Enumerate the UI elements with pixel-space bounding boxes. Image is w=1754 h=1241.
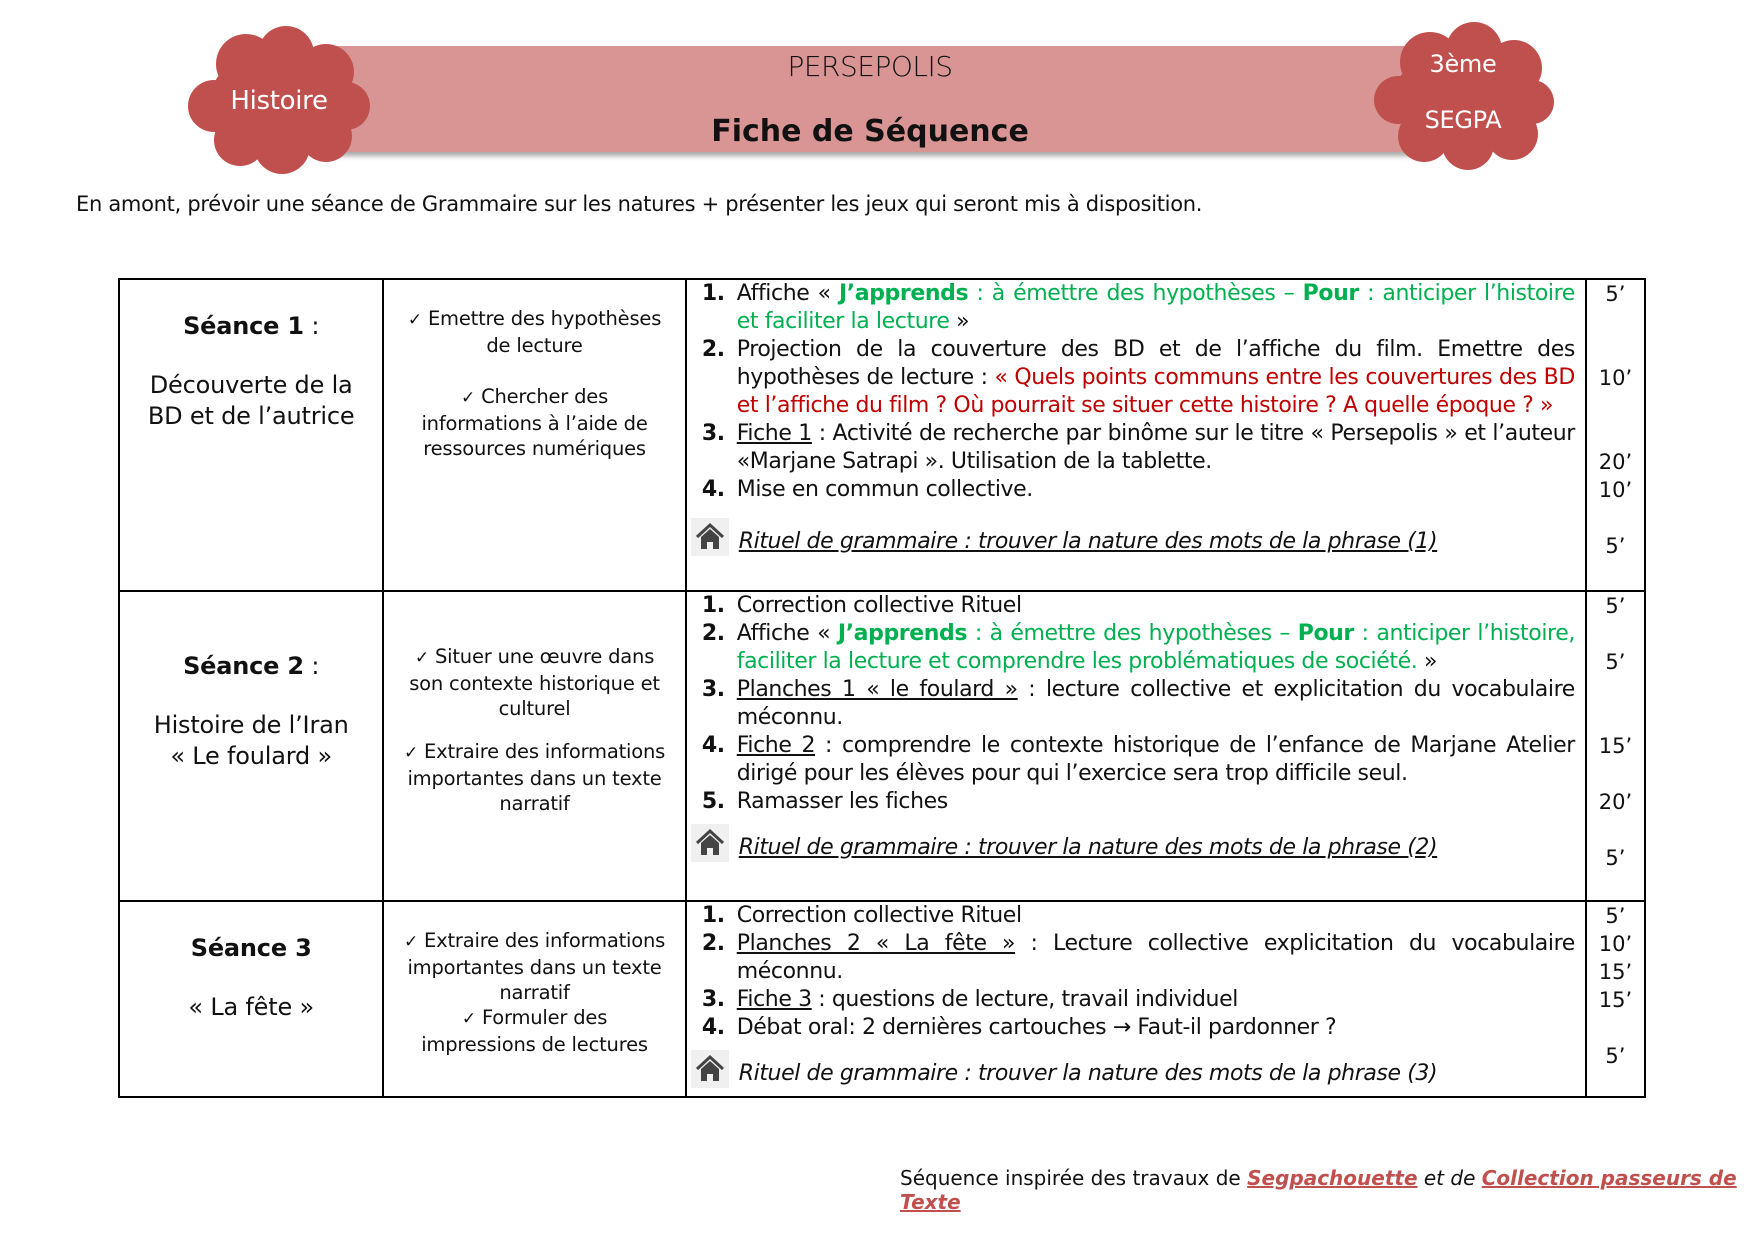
document-subtitle: Fiche de Séquence: [711, 114, 1029, 149]
duration-cell: 5’ 10’ 15’ 15’ 5’: [1586, 901, 1645, 1097]
grammar-ritual: Rituel de grammaire : trouver la nature des mots de la phrase (3): [687, 1050, 1585, 1088]
home-icon: [691, 518, 729, 556]
segpachouette-link[interactable]: Segpachouette: [1247, 1166, 1418, 1190]
intro-note: En amont, prévoir une séance de Grammaire sur les natures + présenter les jeux qui seront mis à disposition.: [76, 192, 1203, 216]
check-icon: ✓: [403, 932, 418, 952]
comic-pages-link: Planches 1 « le foulard »: [736, 677, 1018, 702]
objective: Chercher des informations à l’aide de ressources numériques: [421, 385, 648, 460]
step-item: 5. Ramasser les fiches: [701, 789, 948, 814]
subject-label: Histoire: [230, 86, 328, 116]
grammar-ritual: Rituel de grammaire : trouver la nature des mots de la phrase (1): [687, 518, 1585, 556]
step-item: 3. Planches 1 « le foulard » : lecture collective et explicitation du vocabulaire méconnu.: [701, 677, 1575, 730]
objective: Extraire des informations importantes dans un texte narratif: [407, 929, 666, 1004]
step-item: 2. Planches 2 « La fête » : Lecture collective explicitation du vocabulaire méconnu.: [701, 931, 1575, 984]
steps-cell: [686, 901, 1586, 1097]
header-banner: [330, 46, 1410, 152]
session-title: BD et de l’autrice: [147, 402, 355, 430]
table-row: [119, 279, 1645, 591]
session-title: Découverte de la: [149, 371, 353, 399]
step-item: 3. Fiche 1 : Activité de recherche par binôme sur le titre « Persepolis » et l’auteur «Marjane Satrapi ». Utilisation de la tablette.: [701, 421, 1575, 474]
step-item: 3. Fiche 3 : questions de lecture, travail individuel: [701, 987, 1238, 1012]
level-cloud-badge: [1370, 22, 1556, 172]
home-icon: [691, 824, 729, 862]
objectives-cell: [383, 901, 685, 1097]
step-item: 4. Débat oral: 2 dernières cartouches → Faut-il pardonner ?: [701, 1015, 1337, 1040]
home-icon: [691, 1050, 729, 1088]
cloud-icon: [1370, 22, 1556, 172]
objectives-cell: [383, 591, 685, 901]
level-program: SEGPA: [1424, 106, 1502, 134]
objectives-cell: [383, 279, 685, 591]
check-icon: ✓: [461, 1009, 476, 1029]
session-label: Séance 3: [190, 934, 312, 962]
grammar-ritual: Rituel de grammaire : trouver la nature des mots de la phrase (2): [687, 824, 1585, 862]
table-row: [119, 591, 1645, 901]
step-item: 2. Projection de la couverture des BD et de l’affiche du film. Emettre des hypothèses de lecture : « Quels points communs entre les couvertures des BD et l’affiche du film ? Où pourrait se situer cette histoire ? A quelle époque ? »: [701, 337, 1575, 418]
sequence-table: [118, 278, 1646, 1098]
session-title: « Le foulard »: [170, 742, 332, 770]
step-item: 1. Affiche « J’apprends : à émettre des hypothèses – Pour : anticiper l’histoire et faciliter la lecture »: [701, 281, 1575, 334]
document-title: PERSEPOLIS: [787, 50, 953, 83]
level-grade: 3ème: [1429, 50, 1497, 78]
passeurs-de-texte-link[interactable]: Collection passeurs de Texte: [900, 1166, 1737, 1214]
check-icon: ✓: [461, 388, 476, 408]
step-item: 1. Correction collective Rituel: [701, 903, 1022, 928]
session-title: « La fête »: [188, 993, 314, 1021]
worksheet-link: Fiche 3: [736, 987, 812, 1012]
step-item: 4. Fiche 2 : comprendre le contexte historique de l’enfance de Marjane Atelier dirigé pour les élèves pour qui l’exercice sera trop difficile seul.: [701, 733, 1575, 786]
step-item: 1. Correction collective Rituel: [701, 593, 1022, 618]
worksheet-link: Fiche 2: [736, 733, 816, 758]
check-icon: ✓: [403, 743, 418, 763]
steps-cell: [686, 591, 1586, 901]
session-cell: Séance 2 : Histoire de l’Iran « Le foulard »: [119, 591, 383, 901]
check-icon: ✓: [407, 310, 422, 330]
comic-pages-link: Planches 2 « La fête »: [736, 931, 1016, 956]
steps-cell: [686, 279, 1586, 591]
duration-cell: 5’ 10’ 20’ 10’ 5’: [1586, 279, 1645, 591]
session-label: Séance 2: [183, 652, 304, 680]
table-row: [119, 901, 1645, 1097]
subject-cloud-badge: [186, 24, 372, 176]
objective: Situer une œuvre dans son contexte historique et culturel: [409, 645, 660, 720]
session-title: Histoire de l’Iran: [153, 711, 349, 739]
objective: Formuler des impressions de lectures: [421, 1006, 648, 1056]
check-icon: ✓: [414, 648, 429, 668]
worksheet-link: Fiche 1: [736, 421, 812, 446]
objective: Extraire des informations importantes dans un texte narratif: [407, 740, 666, 815]
session-cell: [119, 901, 383, 1097]
objective: Emettre des hypothèses de lecture: [427, 307, 662, 357]
credits-footer: Séquence inspirée des travaux de Segpachouette et de Collection passeurs de Texte: [900, 1166, 1737, 1214]
session-cell: Séance 1 : Découverte de la BD et de l’autrice: [119, 279, 383, 591]
step-item: 4. Mise en commun collective.: [701, 477, 1033, 502]
session-label: Séance 1: [183, 312, 304, 340]
step-item: 2. Affiche « J’apprends : à émettre des hypothèses – Pour : anticiper l’histoire, faciliter la lecture et comprendre les problématiques de société. »: [701, 621, 1575, 674]
duration-cell: 5’ 5’ 15’ 20’ 5’: [1586, 591, 1645, 901]
